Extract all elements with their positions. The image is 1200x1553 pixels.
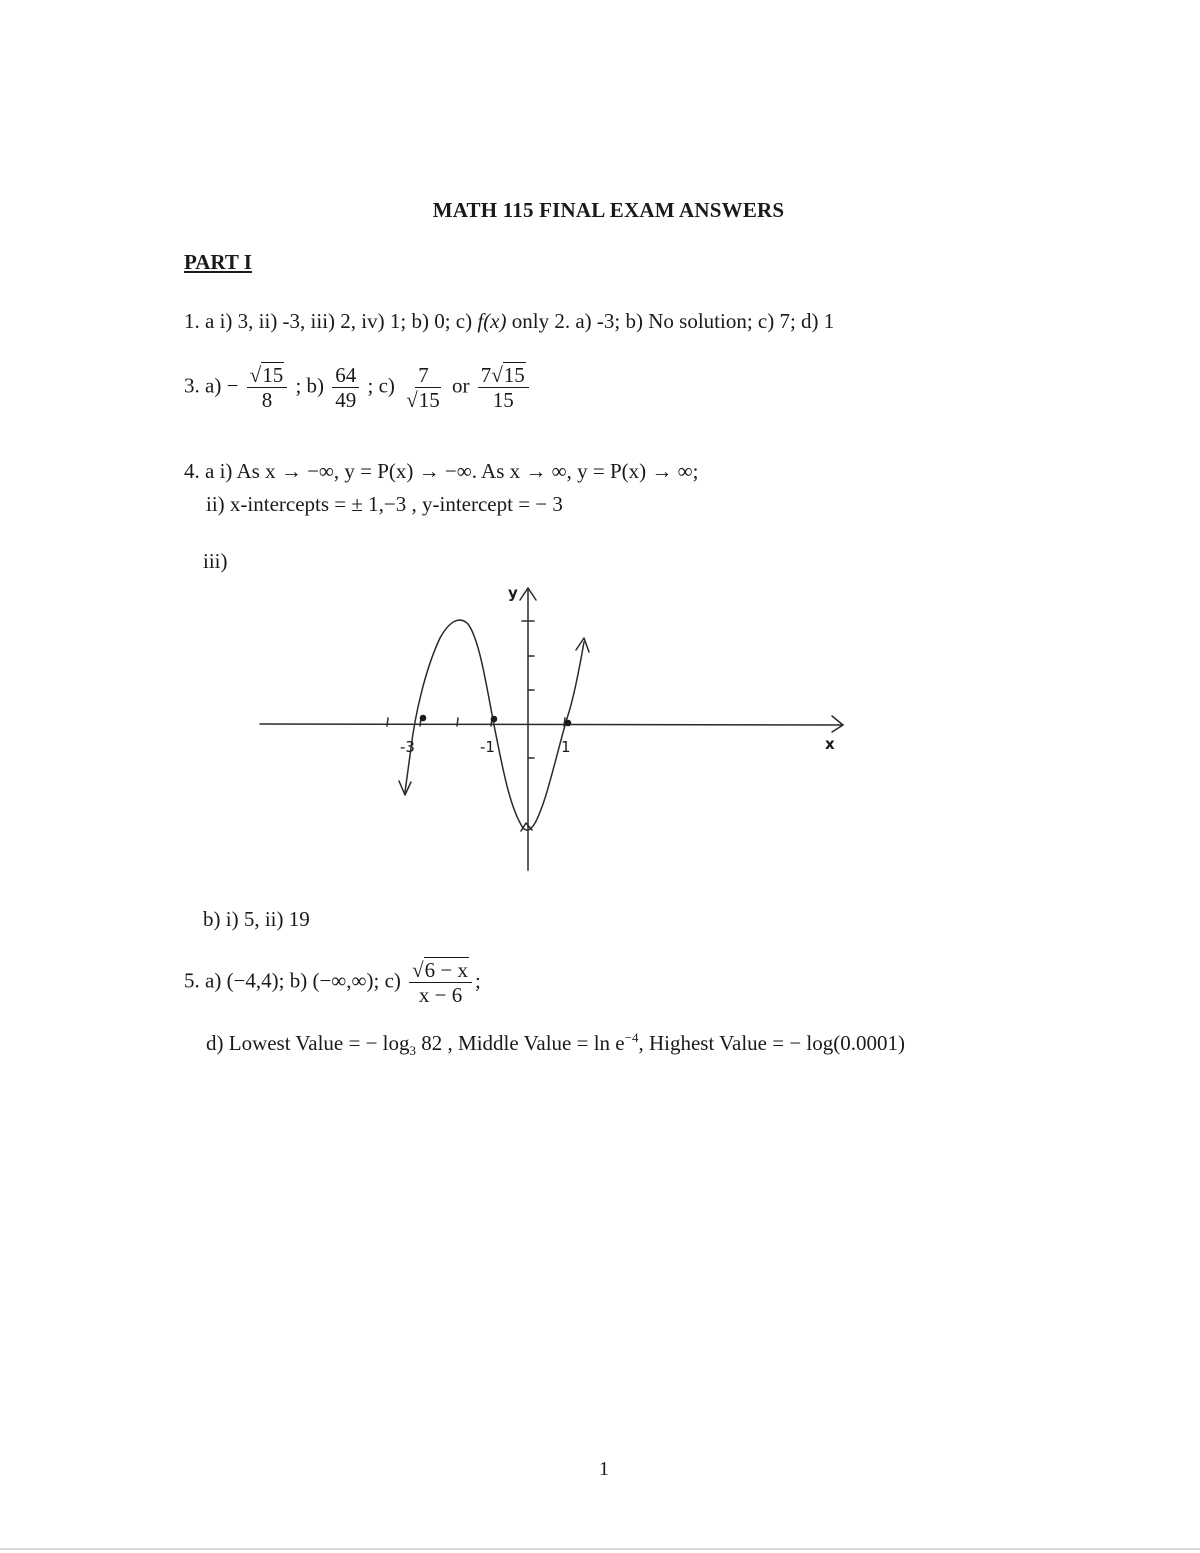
x-tick	[387, 718, 388, 726]
graph-label-neg1: -1	[480, 738, 495, 756]
q3-c-radicand: 15	[418, 388, 440, 413]
q5-d-log-base: 3	[409, 1043, 417, 1059]
page-title: MATH 115 FINAL EXAM ANSWERS	[432, 198, 785, 222]
q5-d-start: d) Lowest Value = − log	[206, 1031, 410, 1055]
answer-q4-b: b) i) 5, ii) 19	[203, 907, 310, 931]
sqrt-symbol: √15	[249, 363, 284, 387]
answer-q5-d	[206, 1030, 905, 1059]
answer-q3	[184, 363, 532, 412]
q3-d-radicand: 15	[503, 363, 525, 387]
x-axis	[260, 724, 843, 725]
x-tick	[457, 718, 458, 726]
answer-q4-a-i: 4. a i) As x → −∞, y = P(x) → −∞. As x → ∞, y = P(x) → ∞;	[184, 459, 699, 483]
q3-fraction-b	[332, 363, 359, 412]
graph-label-neg3: -3	[400, 738, 415, 756]
sqrt-symbol: √15	[406, 388, 440, 413]
q1-fx: f(x)	[477, 309, 507, 333]
sqrt-symbol: √15	[491, 363, 525, 387]
q3-fraction-c	[403, 363, 444, 412]
q3-or: or	[451, 373, 470, 398]
q5-fraction-c	[409, 958, 472, 1007]
x-axis-arrow-icon	[832, 716, 843, 732]
q1-text-end: only 2. a) -3; b) No solution; c) 7; d) 1	[506, 309, 835, 333]
q5-d-exponent: −4	[624, 1030, 639, 1045]
answer-q4-a-ii: ii) x-intercepts = ± 1,−3 , y-intercept = − 3	[206, 492, 563, 516]
q3-a-radicand: 15	[262, 363, 284, 387]
x-intercept-dot	[565, 720, 572, 727]
q3-d-coefficient: 7	[480, 363, 492, 387]
x-intercept-dot	[491, 716, 498, 723]
y-axis-label: y	[508, 584, 518, 602]
q5-d-end: , Highest Value = − log(0.0001)	[638, 1031, 906, 1055]
x-intercept-dot	[420, 715, 427, 722]
q5-label: 5. a) (−4,4); b) (−∞,∞); c)	[184, 968, 401, 993]
q3-label-a: 3. a) −	[184, 373, 239, 398]
answer-q5-abc	[184, 958, 481, 1007]
q3-d-denominator: 15	[492, 388, 514, 413]
q1-text-start: 1. a i) 3, ii) -3, iii) 2, iv) 1; b) 0; c)	[184, 309, 478, 333]
q3-fraction-d	[478, 363, 529, 412]
answer-q4-a-iii: iii)	[203, 549, 228, 573]
polynomial-graph	[255, 580, 855, 880]
part-heading: PART I	[184, 250, 252, 274]
page-number: 1	[599, 1458, 609, 1480]
q3-a-denominator: 8	[261, 388, 273, 413]
answer-q1-q2	[184, 309, 834, 334]
sqrt-symbol: √6 − x	[412, 958, 469, 982]
x-axis-label: x	[825, 735, 835, 753]
q5-c-end: ;	[475, 968, 481, 993]
q5-c-denominator: x − 6	[418, 983, 463, 1008]
graph-label-1: 1	[561, 738, 571, 756]
q3-b-denominator: 49	[335, 388, 357, 413]
q5-d-middle: 82 , Middle Value = ln e	[416, 1031, 625, 1055]
q3-fraction-a	[247, 363, 288, 412]
q3-c-numerator: 7	[415, 363, 432, 388]
q3-sep-c: ; c)	[367, 373, 395, 398]
q5-c-radicand: 6 − x	[424, 958, 469, 982]
scan-edge	[0, 1548, 1200, 1550]
q3-b-numerator: 64	[332, 363, 359, 388]
q3-sep-b: ; b)	[295, 373, 325, 398]
